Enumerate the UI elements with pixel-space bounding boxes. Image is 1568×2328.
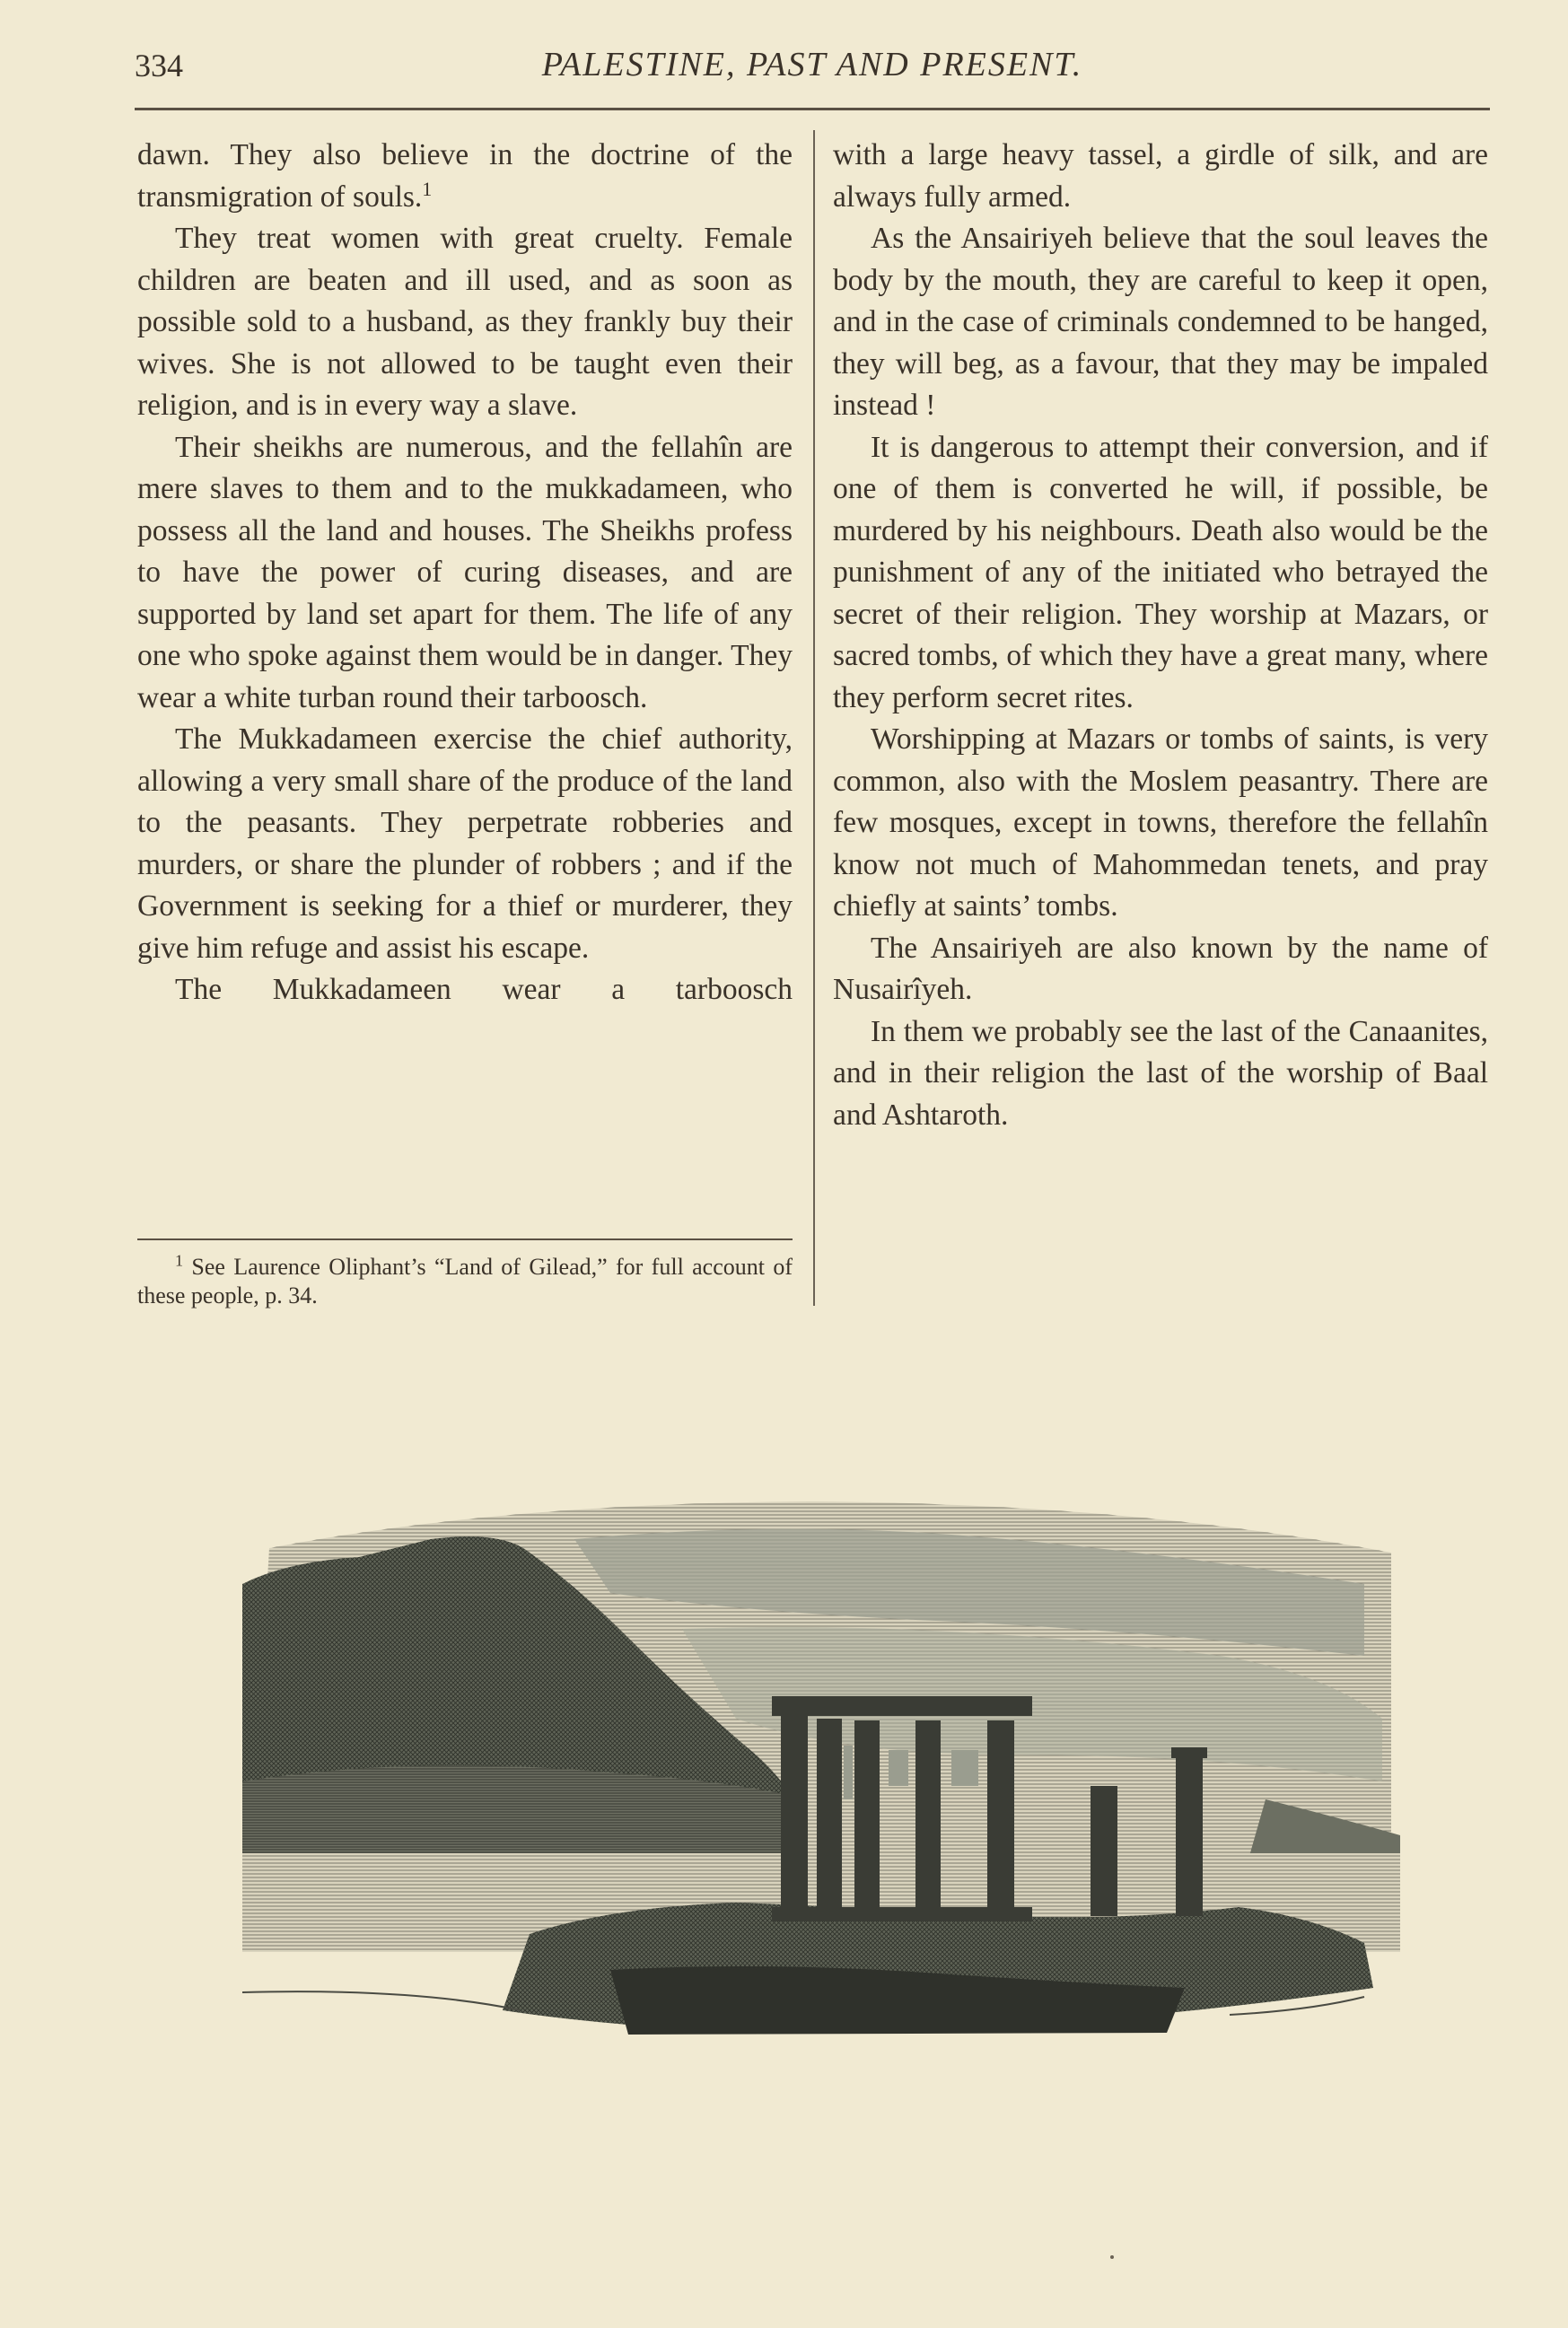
right-column — [833, 135, 1488, 1136]
footnote-marker: 1 — [175, 1251, 183, 1270]
left-column — [137, 135, 793, 1011]
left-paragraph-5: The Mukkadameen wear a tarboosch — [175, 973, 793, 1006]
footnote-ref: 1 — [422, 177, 433, 200]
header-rule — [135, 108, 1490, 110]
right-paragraph-4: Worshipping at Mazars or tombs of saints, is very common, also with the Moslem peasantry. There are few mosques, except in towns, therefore the fellahîn know not much of Mahommedan tenets, and pray chiefly at saints’ tombs. — [833, 722, 1488, 923]
running-title: PALESTINE, PAST AND PRESENT. — [541, 46, 1083, 83]
footnote — [137, 1253, 793, 1310]
page-number: 334 — [135, 48, 183, 83]
engraving-temple-ruins-by-sea-icon — [233, 1485, 1400, 2042]
right-paragraph-6: In them we probably see the last of the Canaanites, and in their religion the last of the worship of Baal and Ashtaroth. — [833, 1014, 1488, 1132]
right-paragraph-2: As the Ansairiyeh believe that the soul leaves the body by the mouth, they are careful to keep it open, and in the case of criminals condemned to be hanged, they will beg, as a favour, that they may be impaled instead ! — [833, 222, 1488, 422]
left-paragraph-3: Their sheikhs are numerous, and the fellahîn are mere slaves to them and to the mukkadameen, who possess all the land and houses. The Sheikhs profess to have the power of curing diseases, and are supported by land set apart for them. The life of any one who spoke against them would be in danger. They wear a white turban round their tarboosch. — [137, 430, 793, 714]
page-header — [135, 47, 1490, 92]
left-paragraph-1: dawn. They also believe in the doctrine of the transmigration of souls.$^1$ — [137, 138, 793, 214]
column-divider — [813, 130, 815, 1306]
page-speck — [1110, 2255, 1114, 2259]
left-paragraph-4: The Mukkadameen exercise the chief authority, allowing a very small share of the produce of the land to the peasants. They perpetrate robberies and murders, or share the plunder of robbers ; and if the Government is seeking for a thief or murderer, they give him refuge and assist his escape. — [137, 722, 793, 965]
right-paragraph-5: The Ansairiyeh are also known by the name of Nusairîyeh. — [833, 931, 1488, 1006]
footnote-rule — [137, 1238, 793, 1240]
right-paragraph-3: It is dangerous to attempt their conversion, and if one of them is converted he will, if possible, be murdered by his neighbours. Death also would be the punishment of any of the initiated who betrayed the secret of their religion. They worship at Mazars, or sacred tombs, of which they have a great many, where they perform secret rites. — [833, 430, 1488, 714]
left-paragraph-2: They treat women with great cruelty. Female children are beaten and ill used, and as soon as possible sold to a husband, as they frankly buy their wives. She is not allowed to be taught even their religion, and is in every way a slave. — [137, 222, 793, 422]
right-paragraph-1: with a large heavy tassel, a girdle of silk, and are always fully armed. — [833, 138, 1488, 214]
footnote-text: See Laurence Oliphant’s “Land of Gilead,” for full account of these people, p. 34. — [137, 1254, 793, 1308]
